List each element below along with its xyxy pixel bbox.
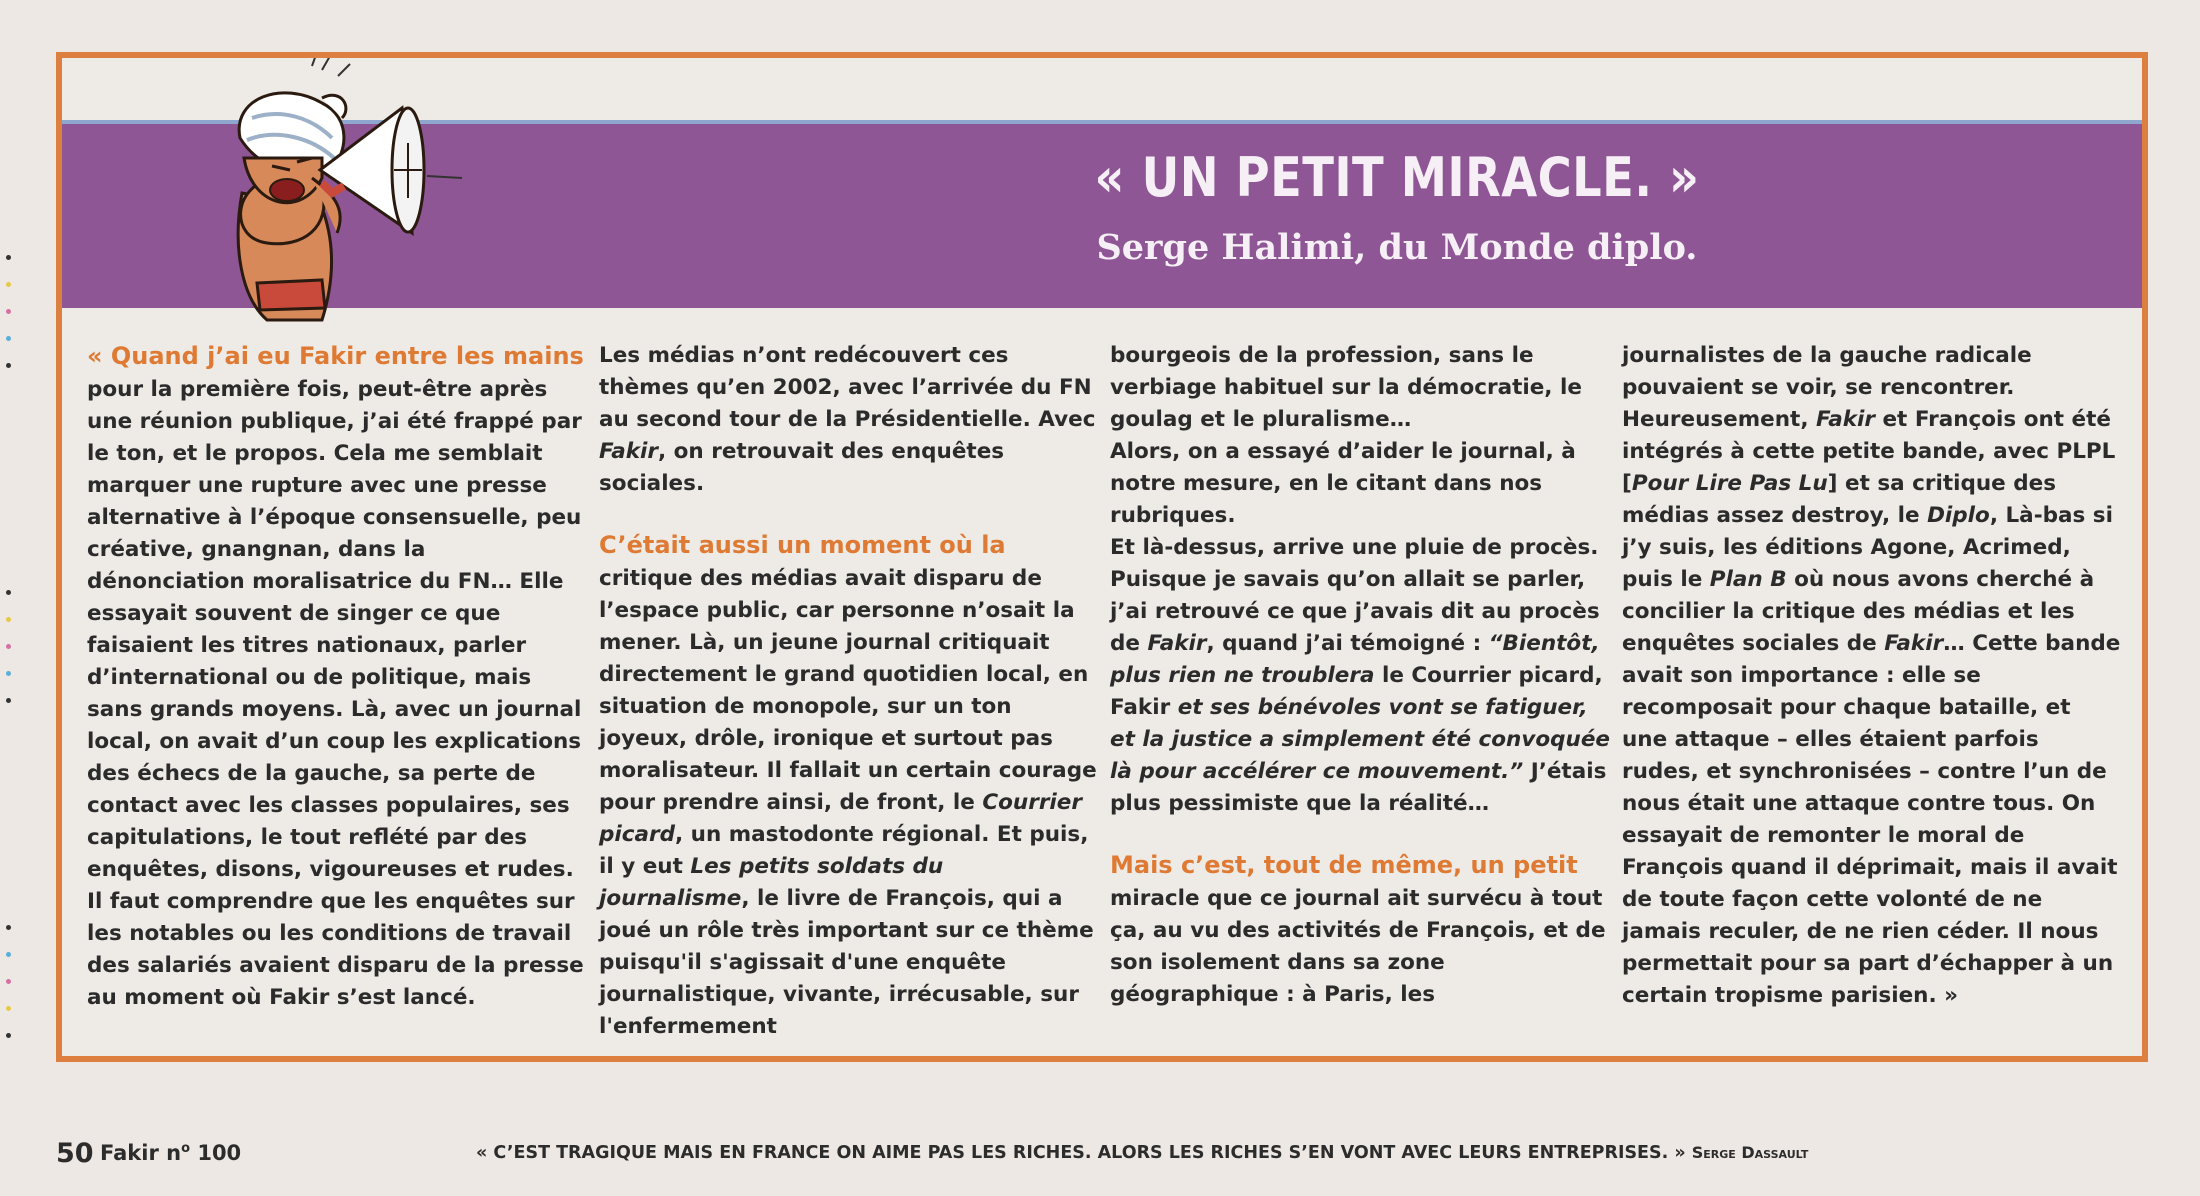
- registration-dots: [6, 255, 12, 390]
- footer-quote: « C’EST TRAGIQUE MAIS EN FRANCE ON AIME PAS LES RICHES. ALORS LES RICHES S’EN VONT AVEC LEURS ENTREPRISES. » Serge Dassault: [476, 1143, 1809, 1163]
- magazine-issue: Fakir $n^o$ 100: [100, 1141, 242, 1165]
- article-title: « UN PETIT MIRACLE. »: [1094, 146, 1700, 209]
- registration-dots: [6, 925, 12, 1060]
- text-column-4: [1622, 340, 2122, 1012]
- page-number: 50: [56, 1138, 94, 1169]
- paragraph: C’était aussi un moment où la critique des médias avait disparu de l’espace public, car personne n’osait la mener. Là, un jeune journal critiquait directement le grand quotidien local, en situation de monopole, sur un ton joyeux, drôle, ironique et surtout pas moralisateur. Il fallait un certain courage pour prendre ainsi, de front, le Courrier picard, un mastodonte régional. Et puis, il y eut Les petits soldats du journalisme, le livre de François, qui a joué un rôle très important sur ce thème puisqu'il s'agissait d'une enquête journalistique, vivante, irrécusable, sur l'enfermement: [599, 531, 1097, 1039]
- fakir-mascot-megaphone-icon: [172, 58, 472, 328]
- paragraph: Les médias n’ont redécouvert ces thèmes qu’en 2002, avec l’arrivée du FN au second tour de la Présidentielle. Avec Fakir, on retrouvait des enquêtes sociales.: [599, 343, 1096, 496]
- paragraph: Alors, on a essayé d’aider le journal, à notre mesure, en le citant dans nos rubriques.: [1110, 439, 1576, 528]
- paragraph: Mais c’est, tout de même, un petit miracle que ce journal ait survécu à tout ça, au vu des activités de François, et de son isolement dans sa zone géographique : à Paris, les: [1110, 851, 1606, 1007]
- article-frame: [56, 52, 2148, 1062]
- paragraph: Et là-dessus, arrive une pluie de procès. Puisque je savais qu’on allait se parler, j’ai retrouvé ce que j’avais dit au procès de Fakir, quand j’ai témoigné : “Bientôt, plus rien ne troublera le Courrier picard, Fakir et ses bénévoles vont se fatiguer, et la justice a simplement été convoquée là pour accélérer ce mouvement.” J’étais plus pessimiste que la réalité…: [1110, 535, 1610, 816]
- paragraph: pour la première fois, peut-être après une réunion publique, j’ai été frappé par le ton, et le propos. Cela me semblait marquer une rupture avec une presse alternative à l’époque consensuelle, peu créative, gnangnan, dans la dénonciation moralisatrice du FN… Elle essayait souvent de singer ce que faisaient les titres nationaux, parler d’international ou de politique, mais sans grands moyens. Là, avec un journal local, on avait d’un coup les explications des échecs de la gauche, sa perte de contact avec les classes populaires, ses capitulations, le tout reflété par des enquêtes, disons, vigoureuses et rudes. Il faut comprendre que les enquêtes sur les notables ou les conditions de travail des salariés avaient disparu de la presse au moment où Fakir s’est lancé.: [87, 377, 584, 1010]
- text-column-1: [87, 340, 587, 1014]
- article-subtitle: Serge Halimi, du Monde diplo.: [1096, 227, 1698, 268]
- registration-dots: [6, 590, 12, 725]
- paragraph: Heureusement, Fakir et François ont été intégrés à cette petite bande, avec PLPL [Pour Lire Pas Lu] et sa critique des médias assez destroy, le Diplo, Là-bas si j’y suis, les éditions Agone, Acrimed, puis le Plan B où nous avons cherché à concilier la critique des médias et les enquêtes sociales de Fakir… Cette bande avait son importance : elle se recomposait pour chaque bataille, et une attaque – elles étaient parfois rudes, et synchronisées – contre l’un de nous était une attaque contre tous. On essayait de remonter le moral de François quand il déprimait, mais il avait de toute façon cette volonté de ne jamais reculer, de ne rien céder. Il nous permettait pour sa part d’échapper à un certain tropisme parisien. »: [1622, 407, 2121, 1008]
- text-column-2: [599, 340, 1099, 1043]
- paragraph: bourgeois de la profession, sans le verbiage habituel sur la démocratie, le goulag et le pluralisme…: [1110, 343, 1582, 432]
- quote-author: Serge Dassault: [1691, 1143, 1809, 1162]
- text-column-3: [1110, 340, 1610, 1011]
- paragraph: journalistes de la gauche radicale pouvaient se voir, se rencontrer.: [1622, 343, 2032, 400]
- lead-highlight: Mais c’est, tout de même, un petit: [1110, 851, 1578, 879]
- lead-highlight: « Quand j’ai eu Fakir entre les mains: [87, 342, 584, 370]
- lead-highlight: C’était aussi un moment où la: [599, 531, 1006, 559]
